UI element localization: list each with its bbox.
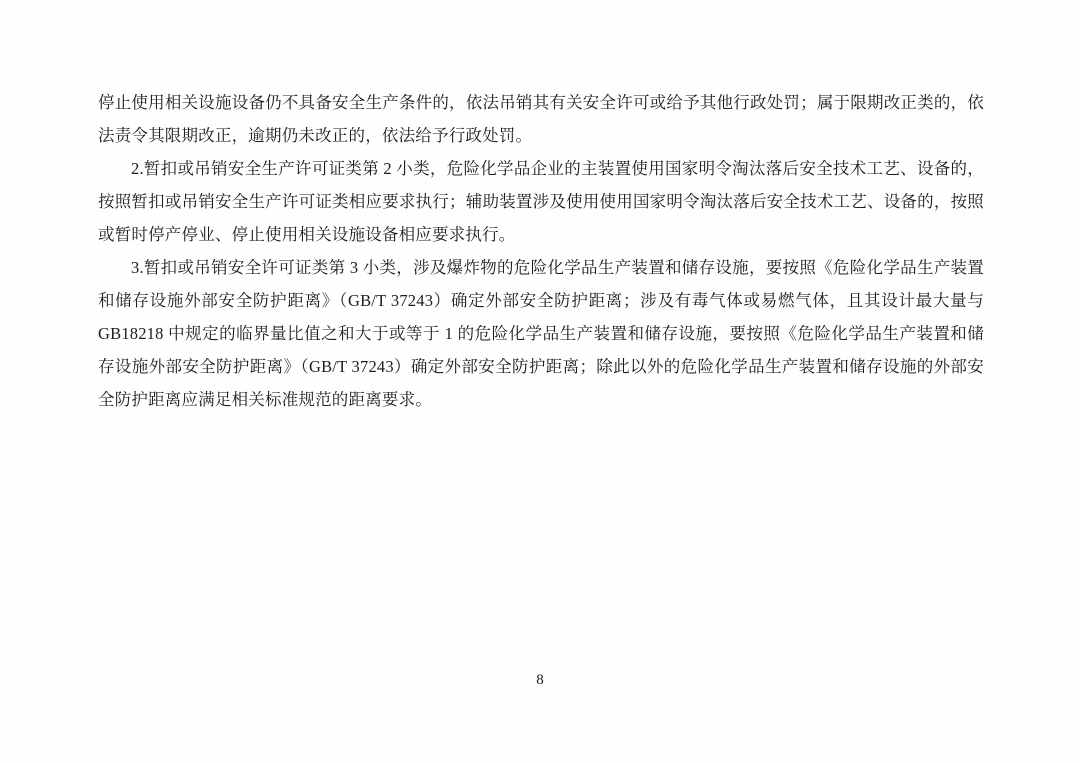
paragraph-continued: 停止使用相关设施设备仍不具备安全生产条件的，依法吊销其有关安全许可或给予其他行政处罚；属于限期改正类的，依法责令其限期改正，逾期仍未改正的，依法给予行政处罚。 xyxy=(98,93,984,145)
paragraph-item-2: 2.暂扣或吊销安全生产许可证类第 2 小类，危险化学品企业的主装置使用国家明令淘汰落后安全技术工艺、设备的，按照暂扣或吊销安全生产许可证类相应要求执行；辅助装置涉及使用使用国家明令淘汰落后安全技术工艺、设备的，按照或暂时停产停业、停止使用相关设施设备相应要求执行。 xyxy=(98,159,984,244)
page-number: 8 xyxy=(536,672,544,688)
paragraph-item-3: 3.暂扣或吊销安全许可证类第 3 小类，涉及爆炸物的危险化学品生产装置和储存设施，要按照《危险化学品生产装置和储存设施外部安全防护距离》（GB/T 37243）确定外部安全防护距离；涉及有毒气体或易燃气体，且其设计最大量与 GB18218 中规定的临界量比值之和大于或等于 1 的危险化学品生产装置和储存设施，要按照《危险化学品生产装置和储存设施外部安全防护距离》（GB/T 37243）确定外部安全防护距离；除此以外的危险化学品生产装置和储存设施的外部安全防护距离应满足相关标准规范的距离要求。 xyxy=(98,258,984,409)
document-body xyxy=(98,86,984,416)
